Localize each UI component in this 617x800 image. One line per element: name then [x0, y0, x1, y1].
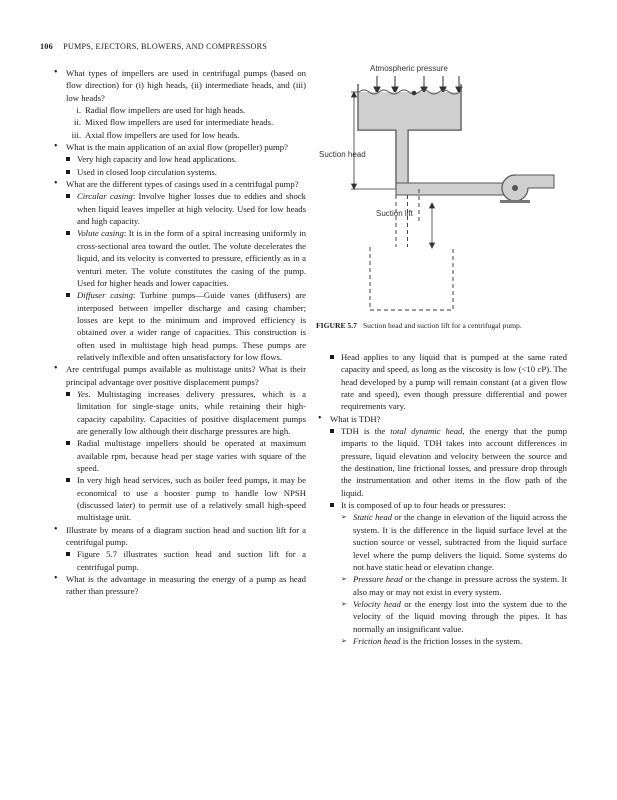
answer-item: Volute casing: It is in the form of a spiral increasing uniformly in cross-sectional area toward the outlet. The volute decelerates the liquid, and its velocity is converted to pressure, efficiently as in a venturi meter. The volute constitutes the casing of the pump. Used for higher heads and lower capacities. [63, 227, 306, 289]
question-multistage: • Are centrifugal pumps available as multistage units? What is their principal advantage over positive displacement pumps? [54, 363, 306, 388]
figure-caption [316, 321, 571, 330]
question-axial-pump: • What is the main application of an axial flow (propeller) pump? [54, 141, 306, 153]
answer-item: Head applies to any liquid that is pumped at the same rated capacity and speed, as long as the viscosity is low (<10 cP). The head developed by a pump will remain constant (at a given flow rate and speed), even though pressure differential and power requirements vary. [327, 351, 567, 413]
page-number: 106 [40, 42, 53, 51]
answer-item: Yes. Multistaging increases delivery pressures, which is a limitation for single-stage units, while retaining their high-capacity capability. Capacities of positive displacement pumps are generally low although their discharge pressures are high. [63, 388, 306, 437]
head-item: ➢ Friction head is the friction losses in the system. [341, 635, 567, 647]
tank [358, 84, 461, 187]
head-item: ➢ Static head or the change in elevation of the liquid across the system. It is the difference in the liquid surface level at the suction source or vessel, subtracted from the liquid surface level where the pump delivers the liquid. Some systems do not have static head or elevation change. [341, 511, 567, 573]
suction-diagram-svg [318, 62, 568, 317]
answer-item: TDH is the total dynamic head, the energy that the pump imparts to the liquid. TDH takes into account differences in pressure, liquid elevation and velocity between the source and the destination, line frictional losses, and pressure drop through the instrumentation and other items in the flow path of the liquid. [327, 425, 567, 499]
answer-item: Diffuser casing: Turbine pumps—Guide vanes (diffusers) are interposed between impeller discharge and casing chamber; losses are kept to the minimum and improved efficiency is obtained over a wider range of capacities. This construction is often used in multistage high head pumps. These pumps are relatively inflexible and often unsatisfactory for low flows. [63, 289, 306, 363]
left-column [54, 67, 306, 598]
question-head-vs-pressure: • What is the advantage in measuring the energy of a pump as head rather than pressure? [54, 573, 306, 598]
answer-item: ii. Mixed flow impellers are used for intermediate heads. [74, 117, 274, 128]
figure-suction-diagram [318, 62, 568, 317]
answer-item: Radial multistage impellers should be operated at maximum available rpm, because head per stage varies with square of the speed. [63, 437, 306, 474]
answer-item: iii. Axial flow impellers are used for low heads. [71, 129, 240, 140]
suction-lift-dimension [430, 203, 435, 248]
answer-item: Circular casing: Involve higher losses due to eddies and shock when liquid leaves impeller at high velocity. Used for low heads and high capacity. [63, 190, 306, 227]
answer-item: Used in closed loop circulation systems. [63, 166, 306, 178]
head-item: ➢ Velocity head or the energy lost into the system due to the velocity of the liquid moving through the pipes. It has normally an insignificant value. [341, 598, 567, 635]
answer-item: i. Radial flow impellers are used for high heads. [76, 105, 246, 116]
pump [396, 175, 554, 203]
running-header [40, 42, 267, 51]
figure-number: FIGURE 5.7 [316, 321, 357, 330]
figure-caption-text: Suction head and suction lift for a centrifugal pump. [362, 321, 522, 330]
question-tdh: • What is TDH? [318, 413, 567, 425]
answer-item: It is composed of up to four heads or pressures: [327, 499, 567, 511]
answer-item: Very high capacity and low head applications. [63, 153, 306, 165]
question-casings: • What are the different types of casings used in a centrifugal pump? [54, 178, 306, 190]
atmospheric-pressure-label: Atmospheric pressure [370, 64, 448, 73]
answer-item: In very high head services, such as boiler feed pumps, it may be economical to use a booster pump to handle low NPSH (discussed later) to permit use of a relatively small high-speed multistage unit. [63, 474, 306, 523]
head-item: ➢ Pressure head or the change in pressure across the system. It also may or may not exist in every system. [341, 573, 567, 598]
suction-lift-tank [370, 189, 453, 310]
right-column [318, 351, 567, 647]
question-impellers: • What types of impellers are used in centrifugal pumps (based on flow direction) for (i) high heads, (ii) intermediate heads, and (iii) low heads? [54, 67, 306, 104]
answer-item: Figure 5.7 illustrates suction head and suction lift for a centrifugal pump. [63, 548, 306, 573]
running-title: PUMPS, EJECTORS, BLOWERS, AND COMPRESSORS [63, 42, 268, 51]
suction-head-label: Suction head [319, 150, 366, 159]
suction-lift-label: Suction lift [376, 209, 413, 218]
question-diagram: • Illustrate by means of a diagram suction head and suction lift for a centrifugal pump. [54, 524, 306, 549]
